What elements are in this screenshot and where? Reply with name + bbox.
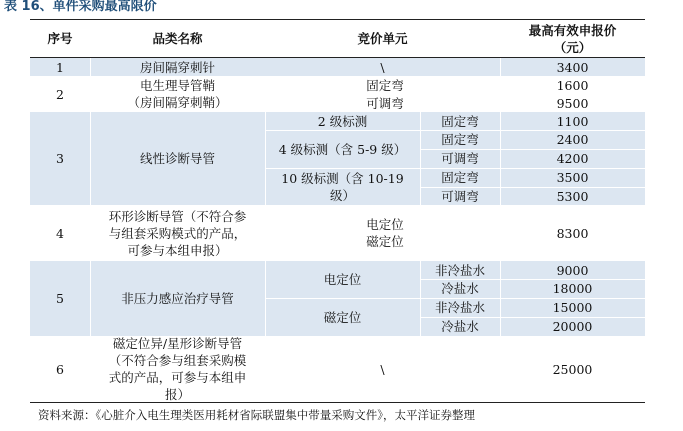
row-1-name: 房间隔穿刺针 (139, 59, 215, 75)
row-5-electric-sub-a: 非冷盐水 (434, 262, 485, 278)
row-3-grade-3-price-b: 5300 (556, 188, 589, 204)
row-2-name: 电生理导管鞘 （房间隔穿刺鞘） (127, 78, 228, 110)
row-5-magnetic: 磁定位 (323, 309, 362, 325)
header-price: 最高有效申报价 （元） (528, 22, 617, 55)
row-4-price: 8300 (556, 225, 589, 241)
row-6-price: 25000 (552, 361, 593, 377)
row-3-no: 3 (56, 151, 64, 166)
row-3-grade-3: 10 级标测（含 10-19 级） (281, 170, 404, 203)
row-4-unit: 电定位 磁定位 (366, 217, 404, 249)
row-3-grade-2-price-a: 2400 (556, 132, 589, 147)
row-5-magnetic-sub-b: 冷盐水 (441, 319, 479, 334)
row-2-price-b: 9500 (556, 95, 589, 111)
row-4-name: 环形诊断导管（不符合参 与组套采购模式的产品， 可参与本组申报） (108, 208, 247, 258)
row-6-name: 磁定位异/星形诊断导管 （不符合参与组套采购模 式的产品，可参与本组申 报） (108, 336, 247, 402)
row-3-grade-2-sub-b: 可调弯 (441, 151, 479, 166)
row-2-no: 2 (56, 86, 64, 102)
table-caption: 表 16、单件采购最高限价 (4, 0, 157, 14)
row-6-unit: \ (380, 361, 385, 377)
row-3-grade-1-sub: 固定弯 (441, 113, 479, 129)
row-2-unit-b: 可调弯 (366, 95, 404, 111)
row-5-electric: 电定位 (323, 272, 362, 287)
table-bottom-rule (30, 402, 645, 403)
row-3-grade-3-price-a: 3500 (556, 170, 589, 185)
row-5-magnetic-price-b: 20000 (552, 319, 593, 334)
row-5-electric-price-b: 18000 (552, 281, 593, 296)
source-note: 资料来源：《心脏介入电生理类医用耗材省际联盟集中带量采购文件》，太平洋证券整理 (38, 408, 475, 422)
row-5-electric-sub-b: 冷盐水 (441, 281, 479, 296)
row-3-grade-2-sub-a: 固定弯 (441, 132, 479, 147)
row-2-price-a: 1600 (556, 77, 589, 93)
row-5-magnetic-sub-a: 非冷盐水 (434, 300, 485, 315)
row-3-grade-3-sub-a: 固定弯 (441, 170, 479, 185)
row-3-grade-3-sub-b: 可调弯 (441, 188, 479, 204)
header-unit: 竞价单元 (357, 31, 408, 46)
row-5-electric-price-a: 9000 (556, 262, 589, 278)
row-1-unit: \ (380, 59, 385, 75)
row-5-magnetic-price-a: 15000 (552, 300, 593, 315)
row-2-unit-a: 固定弯 (366, 77, 404, 93)
row-1-price: 3400 (556, 59, 589, 75)
row-5-name: 非压力感应治疗导管 (121, 291, 234, 306)
row-3-grade-2: 4 级标测（含 5-9 级） (278, 141, 407, 157)
row-3-name: 线性诊断导管 (139, 151, 215, 166)
row-4-no: 4 (56, 225, 64, 241)
row-3-grade-1-price: 1100 (556, 113, 589, 129)
row-5-no: 5 (56, 291, 64, 306)
row-3-grade-2-price-b: 4200 (556, 151, 589, 166)
row-1-no: 1 (56, 59, 64, 75)
header-no: 序号 (47, 31, 73, 46)
row-6-no: 6 (56, 361, 64, 377)
header-name: 品类名称 (152, 31, 203, 46)
row-3-grade-1: 2 级标测 (317, 113, 368, 129)
